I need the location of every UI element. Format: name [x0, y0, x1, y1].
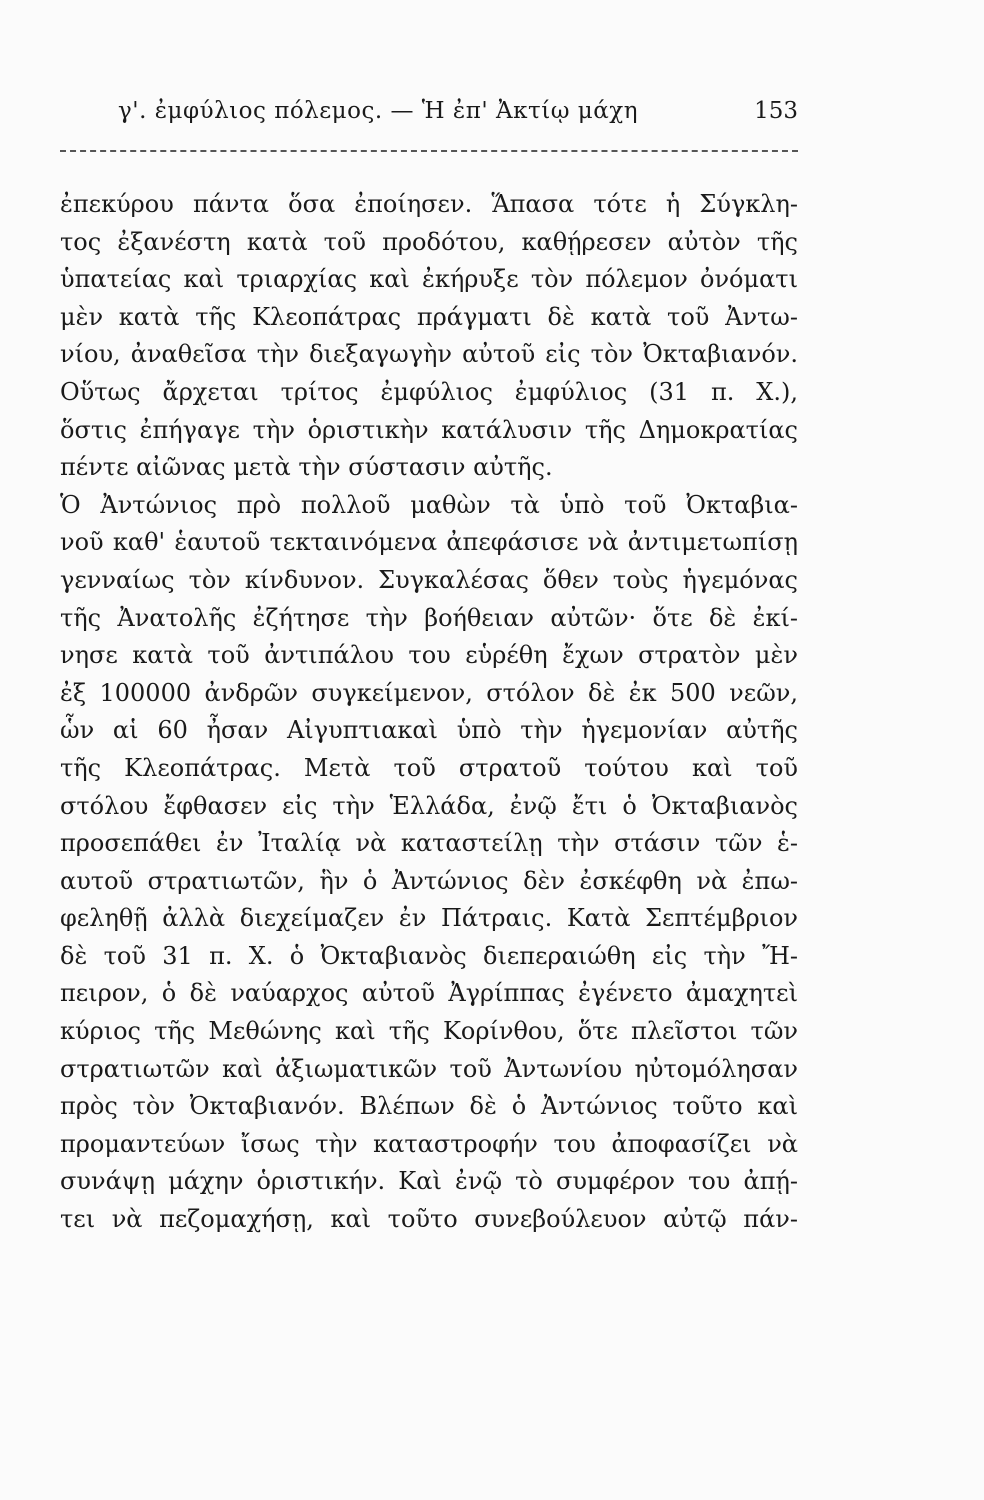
text-line: αυτοῦ στρατιωτῶν, ἣν ὁ Ἀντώνιος δὲν ἐσκέφθη νὰ ἐπω- [60, 866, 798, 895]
text-line: μὲν κατὰ τῆς Κλεοπάτρας πράγματι δὲ κατὰ τοῦ Ἀντω- [60, 302, 798, 331]
running-head: γ'. ἐμφύλιος πόλεμος. — Ἡ ἐπ' Ἀκτίῳ μάχη [118, 98, 638, 124]
text-line: Ὁ Ἀντώνιος πρὸ πολλοῦ μαθὼν τὰ ὑπὸ τοῦ Ὀκταβια- [60, 490, 798, 519]
page-number: 153 [754, 98, 798, 124]
text-line: ὅστις ἐπήγαγε τὴν ὁριστικὴν κατάλυσιν τῆς Δημοκρατίας [60, 415, 798, 444]
text-line: φεληθῇ ἀλλὰ διεχείμαζεν ἐν Πάτραις. Κατὰ Σεπτέμβριον [60, 904, 798, 933]
text-line: στόλου ἔφθασεν εἰς τὴν Ἑλλάδα, ἐνῷ ἔτι ὁ Ὀκταβιανὸς [60, 791, 798, 820]
text-line: ὑπατείας καὶ τριαρχίας καὶ ἐκήρυξε τὸν πόλεμον ὀνόματι [60, 265, 798, 294]
text-line: νίου, ἀναθεῖσα τὴν διεξαγωγὴν αὐτοῦ εἰς τὸν Ὀκταβιανόν. [60, 340, 798, 369]
page-header [118, 98, 798, 138]
text-line: τει νὰ πεζομαχήσῃ, καὶ τοῦτο συνεβούλευον αὐτῷ πάν- [60, 1205, 798, 1234]
text-line: προσεπάθει ἐν Ἰταλίᾳ νὰ καταστείλῃ τὴν στάσιν τῶν ἑ- [60, 829, 798, 858]
text-line: κύριος τῆς Μεθώνης καὶ τῆς Κορίνθου, ὅτε πλεῖστοι τῶν [60, 1017, 798, 1046]
text-line: ἐπεκύρου πάντα ὅσα ἐποίησεν. Ἅπασα τότε ἡ Σύγκλη- [60, 190, 798, 218]
body-text [60, 186, 798, 1239]
text-line: νησε κατὰ τοῦ ἀντιπάλου του εὑρέθη ἔχων στρατὸν μὲν [60, 641, 798, 670]
text-line: πρὸς τὸν Ὀκταβιανόν. Βλέπων δὲ ὁ Ἀντώνιος τοῦτο καὶ [60, 1092, 798, 1121]
text-line: τῆς Ἀνατολῆς ἐζήτησε τὴν βοήθειαν αὐτῶν· ὅτε δὲ ἐκί- [60, 603, 798, 632]
text-line: ἐξ 100000 ἀνδρῶν συγκείμενον, στόλον δὲ ἐκ 500 νεῶν, [60, 678, 798, 707]
text-line: ὧν αἱ 60 ἦσαν Αἰγυπτιακαὶ ὑπὸ τὴν ἡγεμονίαν αὐτῆς [60, 716, 798, 745]
text-line: συνάψῃ μάχην ὁριστικήν. Καὶ ἐνῷ τὸ συμφέρον του ἀπῄ- [60, 1167, 798, 1196]
text-line: νοῦ καθ' ἑαυτοῦ τεκταινόμενα ἀπεφάσισε νὰ ἀντιμετωπίσῃ [60, 528, 798, 557]
text-line: πειρον, ὁ δὲ ναύαρχος αὐτοῦ Ἀγρίππας ἐγένετο ἀμαχητεὶ [60, 979, 798, 1008]
text-line: τος ἐξανέστη κατὰ τοῦ προδότου, καθῄρεσεν αὐτὸν τῆς [60, 227, 798, 256]
text-line: τῆς Κλεοπάτρας. Μετὰ τοῦ στρατοῦ τούτου καὶ τοῦ [60, 753, 798, 782]
text-line: Οὕτως ἄρχεται τρίτος ἐμφύλιος ἐμφύλιος (31 π. Χ.), [60, 377, 798, 406]
text-line: προμαντεύων ἴσως τὴν καταστροφήν του ἀποφασίζει νὰ [60, 1129, 798, 1158]
header-divider [60, 150, 798, 152]
text-line: γενναίως τὸν κίνδυνον. Συγκαλέσας ὅθεν τοὺς ἡγεμόνας [60, 565, 798, 594]
text-line: δὲ τοῦ 31 π. Χ. ὁ Ὀκταβιανὸς διεπεραιώθη εἰς τὴν Ἤ- [60, 941, 798, 970]
text-line: πέντε αἰῶνας μετὰ τὴν σύστασιν αὐτῆς. [60, 453, 553, 482]
text-line: στρατιωτῶν καὶ ἀξιωματικῶν τοῦ Ἀντωνίου ηὐτομόλησαν [60, 1054, 798, 1083]
